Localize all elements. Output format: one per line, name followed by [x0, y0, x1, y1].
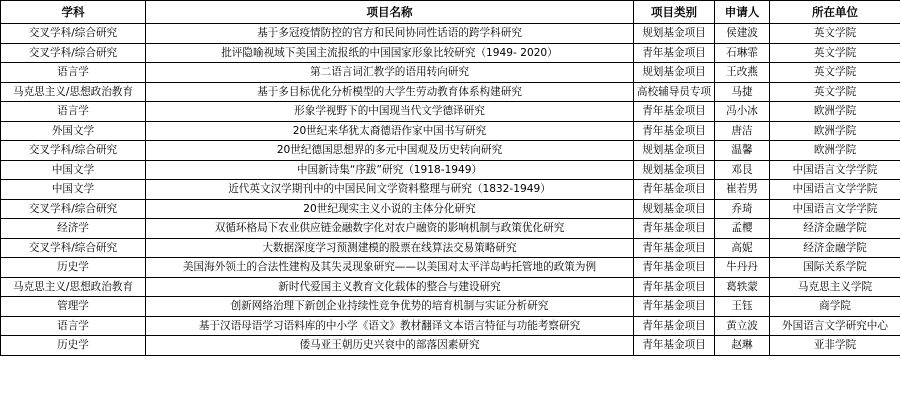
- table-row: [1, 316, 900, 336]
- cell-applicant: 孟樱: [715, 219, 770, 239]
- cell-applicant: 邓艮: [715, 160, 770, 180]
- table-row: [1, 102, 900, 122]
- cell-discipline: 中国文学: [1, 160, 146, 180]
- header-row: [1, 1, 900, 24]
- table-body: [1, 24, 900, 356]
- cell-unit: 经济金融学院: [770, 219, 900, 239]
- table-row: [1, 63, 900, 83]
- cell-unit: 经济金融学院: [770, 238, 900, 258]
- cell-unit: 欧洲学院: [770, 121, 900, 141]
- cell-discipline: 交叉学科/综合研究: [1, 238, 146, 258]
- table-row: [1, 219, 900, 239]
- cell-project-name: 20世纪来华犹太裔德语作家中国书写研究: [146, 121, 634, 141]
- cell-discipline: 中国文学: [1, 180, 146, 200]
- table-row: [1, 121, 900, 141]
- cell-project-name: 美国海外领土的合法性建构及其失灵现象研究——以美国对太平洋岛屿托管地的政策为例: [146, 258, 634, 278]
- cell-project-name: 创新网络治理下新创企业持续性竞争优势的培育机制与实证分析研究: [146, 297, 634, 317]
- cell-project-name: 近代英文汉学期刊中的中国民间文学资料整理与研究（1832-1949）: [146, 180, 634, 200]
- cell-project-category: 青年基金项目: [634, 102, 715, 122]
- cell-project-name: 双循环格局下农业供应链金融数字化对农户融资的影响机制与政策优化研究: [146, 219, 634, 239]
- cell-unit: 商学院: [770, 297, 900, 317]
- cell-applicant: 石琳霏: [715, 43, 770, 63]
- cell-applicant: 王钰: [715, 297, 770, 317]
- cell-unit: 英文学院: [770, 24, 900, 44]
- cell-discipline: 交叉学科/综合研究: [1, 199, 146, 219]
- cell-project-category: 规划基金项目: [634, 160, 715, 180]
- cell-discipline: 管理学: [1, 297, 146, 317]
- cell-applicant: 赵琳: [715, 336, 770, 356]
- table-row: [1, 141, 900, 161]
- table-row: [1, 82, 900, 102]
- cell-unit: 中国语言文学学院: [770, 199, 900, 219]
- cell-applicant: 王改燕: [715, 63, 770, 83]
- cell-unit: 马克思主义学院: [770, 277, 900, 297]
- cell-project-category: 青年基金项目: [634, 316, 715, 336]
- cell-discipline: 语言学: [1, 63, 146, 83]
- table-row: [1, 336, 900, 356]
- cell-project-name: 中国新诗集“序跋”研究（1918-1949）: [146, 160, 634, 180]
- cell-project-name: 批评隐喻视域下美国主流报纸的中国国家形象比较研究（1949- 2020）: [146, 43, 634, 63]
- cell-unit: 欧洲学院: [770, 102, 900, 122]
- cell-applicant: 牛丹丹: [715, 258, 770, 278]
- cell-discipline: 交叉学科/综合研究: [1, 24, 146, 44]
- cell-unit: 外国语言文学研究中心: [770, 316, 900, 336]
- cell-project-category: 规划基金项目: [634, 141, 715, 161]
- cell-project-category: 青年基金项目: [634, 121, 715, 141]
- cell-discipline: 语言学: [1, 102, 146, 122]
- cell-applicant: 乔琦: [715, 199, 770, 219]
- cell-discipline: 交叉学科/综合研究: [1, 141, 146, 161]
- cell-unit: 亚非学院: [770, 336, 900, 356]
- table-row: [1, 180, 900, 200]
- cell-project-name: 20世纪现实主义小说的主体分化研究: [146, 199, 634, 219]
- cell-applicant: 唐洁: [715, 121, 770, 141]
- cell-applicant: 冯小冰: [715, 102, 770, 122]
- header-applicant: 申请人: [715, 1, 770, 24]
- cell-unit: 英文学院: [770, 43, 900, 63]
- cell-applicant: 高妮: [715, 238, 770, 258]
- cell-project-name: 新时代爱国主义教育文化载体的整合与建设研究: [146, 277, 634, 297]
- cell-project-category: 青年基金项目: [634, 180, 715, 200]
- cell-discipline: 经济学: [1, 219, 146, 239]
- table-row: [1, 297, 900, 317]
- cell-project-name: 基于汉语母语学习语料库的中小学《语文》教材翻译文本语言特征与功能考察研究: [146, 316, 634, 336]
- cell-project-name: 基于多目标优化分析模型的大学生劳动教育体系构建研究: [146, 82, 634, 102]
- cell-project-category: 规划基金项目: [634, 63, 715, 83]
- table-row: [1, 199, 900, 219]
- cell-unit: 英文学院: [770, 63, 900, 83]
- cell-unit: 中国语言文学学院: [770, 180, 900, 200]
- header-discipline: 学科: [1, 1, 146, 24]
- cell-discipline: 交叉学科/综合研究: [1, 43, 146, 63]
- cell-project-name: 基于多冠疫情防控的官方和民间协同性话语的跨学科研究: [146, 24, 634, 44]
- cell-project-name: 20世纪德国思想界的多元中国观及历史转向研究: [146, 141, 634, 161]
- cell-applicant: 黄立波: [715, 316, 770, 336]
- header-project-category: 项目类别: [634, 1, 715, 24]
- table-row: [1, 277, 900, 297]
- cell-project-name: 第二语言词汇教学的语用转向研究: [146, 63, 634, 83]
- cell-applicant: 侯建波: [715, 24, 770, 44]
- cell-project-category: 规划基金项目: [634, 24, 715, 44]
- table-row: [1, 24, 900, 44]
- table-row: [1, 160, 900, 180]
- cell-applicant: 葛轶蒙: [715, 277, 770, 297]
- cell-project-category: 青年基金项目: [634, 238, 715, 258]
- cell-applicant: 崔若男: [715, 180, 770, 200]
- table-row: [1, 238, 900, 258]
- cell-discipline: 外国文学: [1, 121, 146, 141]
- cell-project-category: 青年基金项目: [634, 43, 715, 63]
- header-unit: 所在单位: [770, 1, 900, 24]
- cell-discipline: 历史学: [1, 258, 146, 278]
- cell-unit: 中国语言文学学院: [770, 160, 900, 180]
- cell-applicant: 马捷: [715, 82, 770, 102]
- cell-discipline: 语言学: [1, 316, 146, 336]
- cell-project-name: 大数据深度学习预测建模的股票在线算法交易策略研究: [146, 238, 634, 258]
- header-project-name: 项目名称: [146, 1, 634, 24]
- cell-project-category: 青年基金项目: [634, 336, 715, 356]
- cell-project-name: 倭马亚王朝历史兴衰中的部落因素研究: [146, 336, 634, 356]
- cell-project-category: 青年基金项目: [634, 297, 715, 317]
- cell-applicant: 温馨: [715, 141, 770, 161]
- cell-project-category: 青年基金项目: [634, 258, 715, 278]
- cell-project-category: 青年基金项目: [634, 219, 715, 239]
- table-row: [1, 258, 900, 278]
- cell-unit: 国际关系学院: [770, 258, 900, 278]
- table-row: [1, 43, 900, 63]
- cell-discipline: 马克思主义/思想政治教育: [1, 82, 146, 102]
- cell-unit: 英文学院: [770, 82, 900, 102]
- cell-project-name: 形象学视野下的中国现当代文学德译研究: [146, 102, 634, 122]
- cell-discipline: 历史学: [1, 336, 146, 356]
- cell-discipline: 马克思主义/思想政治教育: [1, 277, 146, 297]
- cell-project-category: 青年基金项目: [634, 277, 715, 297]
- cell-project-category: 高校辅导员专项: [634, 82, 715, 102]
- cell-project-category: 规划基金项目: [634, 199, 715, 219]
- cell-unit: 欧洲学院: [770, 141, 900, 161]
